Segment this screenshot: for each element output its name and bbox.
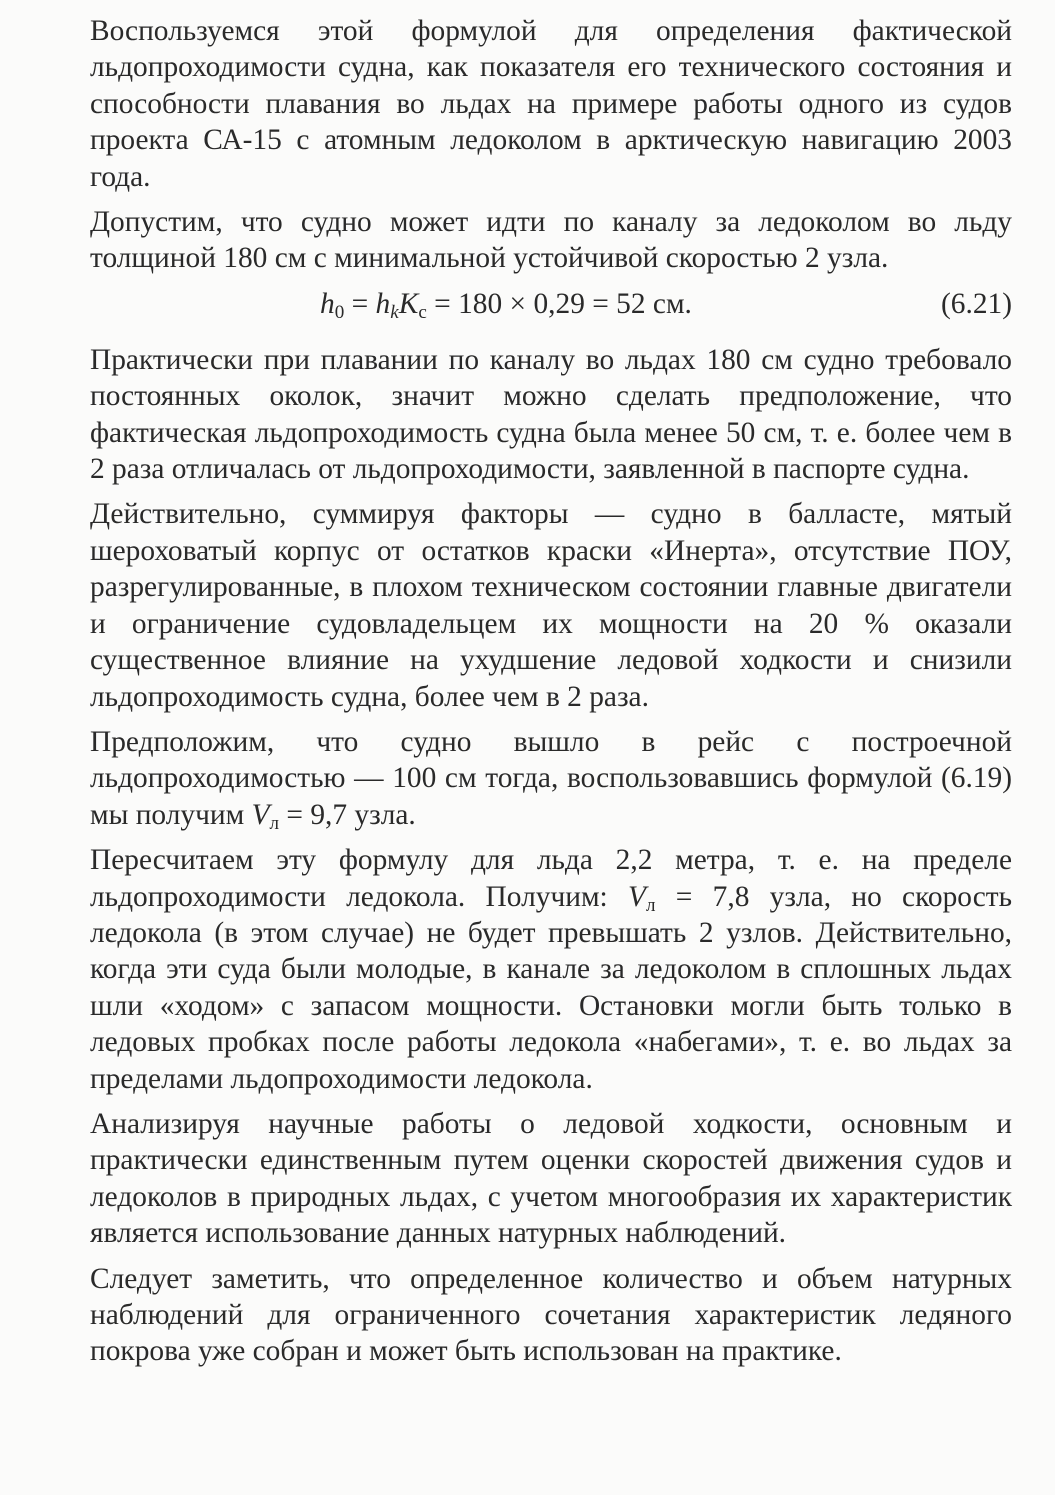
formula-expression: $h_0 = h_kK_с = 180 \times 0,29 = 52$ см. [320,287,692,323]
paragraph-8: Следует заметить, что определенное количество и объем натурных наблюдений для ограниченного сочетания характеристик ледяного покрова уже собран и может быть использован на практике. [90,1262,1012,1368]
paragraph-6: Пересчитаем эту формулу для льда 2,2 метра, т. е. на пределе льдопроходимости ледокола. Получим: $V_л = 7,8$ узла, но скорость ледокола (в этом случае) не будет превышать 2 узлов. Действительно, когда эти суда были молодые, в канале за ледоколом в сплошных льдах шли «ходом» с запасом мощности. Остановки могли быть только в ледовых пробках после работы ледокола «набегами», т. е. во льдах за пределами льдопроходимости ледокола. [90,844,1012,1095]
paragraph-3: Практически при плавании по каналу во льдах 180 см судно требовало постоянных околок, значит можно сделать предположение, что фактическая льдопроходимость судна была менее 50 см, т. е. более чем в 2 раза отличалась от льдопроходимости, заявленной в паспорте судна. [90,343,1012,486]
formula-number: (6.21) [940,287,1012,320]
body-text [90,13,1012,1379]
formula-6-21 [90,286,1012,326]
paragraph-7: Анализируя научные работы о ледовой ходкости, основным и практически единственным путем оценки скоростей движения судов и ледоколов в природных льдах, с учетом многообразия их характеристик является использование данных натурных наблюдений. [90,1107,1012,1250]
paragraph-1: Воспользуемся этой формулой для определения фактической льдопроходимости судна, как показателя его технического состояния и способности плавания во льдах на примере работы одного из судов проекта СА-15 с атомным ледоколом в арктическую навигацию 2003 года. [90,15,1012,193]
paragraph-2: Допустим, что судно может идти по каналу за ледоколом во льду толщиной 180 см с минимальной устойчивой скоростью 2 узла. [90,206,1012,275]
paragraph-5: Предположим, что судно вышло в рейс с построечной льдопроходимостью — 100 см тогда, воспользовавшись формулой (6.19) мы получим $V_л = 9,7$ узла. [90,725,1012,834]
paragraph-4: Действительно, суммируя факторы — судно в балласте, мятый шероховатый корпус от остатков краски «Инерта», отсутствие ПОУ, разрегулированные, в плохом техническом состоянии главные двигатели и ограничение судовладельцем их мощности на 20 % оказали существенное влияние на ухудшение ледовой ходкости и снизили льдопроходимость судна, более чем в 2 раза. [90,498,1012,713]
